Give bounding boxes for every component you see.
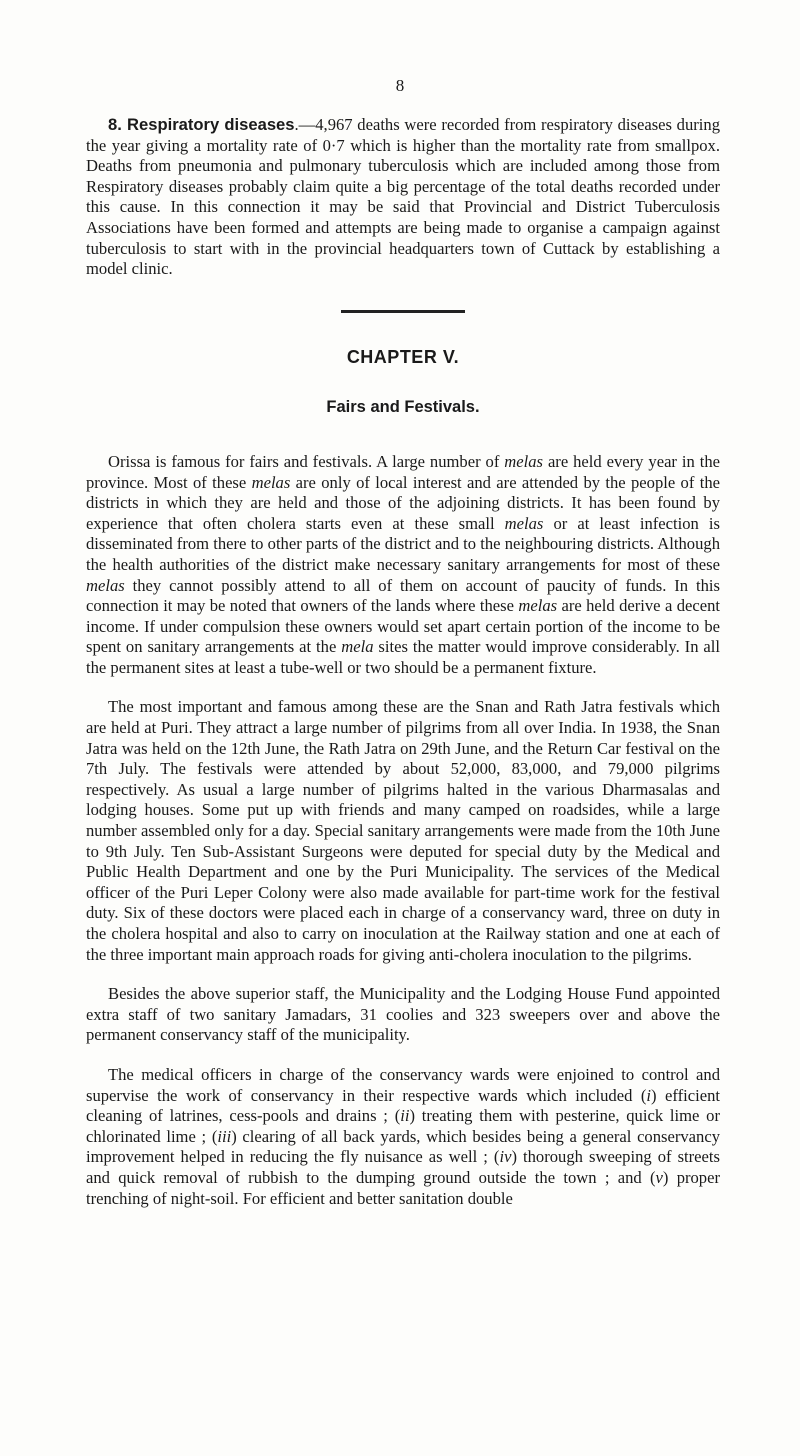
italic-numeral: iv [499, 1147, 512, 1167]
text-run: they cannot possibly attend to all of them on account of paucity of funds. In this connection it may be noted that owners of the lands where these [86, 575, 720, 616]
text-run: sites the matter would improve considerably. In all the permanent sites at least a tube-well or two should be a permanent fixture. [86, 637, 721, 677]
divider-rule [341, 310, 465, 313]
page-content [86, 115, 720, 1228]
text-run: Orissa is famous for fairs and festivals. A large number of [108, 451, 505, 471]
paragraph-conservancy-duties [86, 1065, 720, 1209]
italic-term: melas [251, 472, 291, 492]
italic-term: melas [504, 513, 544, 533]
italic-numeral: ii [400, 1106, 410, 1126]
text-run: ) efficient cleaning of latrines, cess-pools and drains ; ( [86, 1085, 720, 1126]
text-run: are held derive a decent income. If under compulsion these owners would set apart certain portion of the income to be spent on sanitary arrangements at the [86, 596, 720, 657]
section-text: .—4,967 deaths were recorded from respiratory diseases during the year giving a mortality rate of 0·7 which is higher than the mortality rate from smallpox. Deaths from pneumonia and pulmonary tuberculosis which are included among those from Respiratory diseases probably claim quite a big percentage of the total deaths recorded under this cause. In this connection it may be said that Provincial and District Tuberculosis Associations have been formed and attempts are being made to organise a campaign against tuberculosis to start with in the provincial headquarters town of Cuttack by establishing a model clinic. [86, 115, 720, 279]
section-8-paragraph [86, 115, 720, 280]
paragraph-puri-festivals: The most important and famous among these are the Snan and Rath Jatra festivals which are held at Puri. They attract a large number of pilgrims from all over India. In 1938, the Snan Jatra was held on the 12th June, the Rath Jatra on 29th June, and the Return Car festival on the 7th July. The festivals were attended by about 52,000, 83,000, and 79,000 pilgrims respectively. As usual a large number of pilgrims halted in the various Dharmasalas and lodging houses. Some put up with friends and many camped on roadsides, while a large number assembled only for a day. Special sanitary arrangements were made from the 10th June to 9th July. Ten Sub-Assistant Surgeons were deputed for special duty by the Medical and Public Health Department and one by the Puri Municipality. The services of the Medical officer of the Puri Leper Colony were also made available for part-time work for the festival duty. Six of these doctors were placed each in charge of a conservancy ward, three on duty in the cholera hospital and also to carry on inoculation at the Railway station and one at each of the three important main approach roads for giving anti-cholera inoculation to the pilgrims. [86, 697, 720, 964]
text-run: or at least infection is disseminated from there to other parts of the district and to the neighbouring districts. Although the health authorities of the district make necessary sanitary arrangements for most of these [86, 513, 720, 574]
italic-term: melas [86, 575, 125, 595]
chapter-title: CHAPTER V. [346, 346, 460, 367]
italic-term: melas [518, 596, 558, 616]
text-run: ) proper trenching of night-soil. For efficient and better sanitation double [86, 1167, 720, 1208]
italic-term: melas [504, 451, 544, 471]
italic-numeral: i [646, 1085, 652, 1105]
text-run: ) clearing of all back yards, which besides being a general conservancy improvement helped in reducing the fly nuisance as well ; ( [86, 1126, 720, 1167]
chapter-subtitle: Fairs and Festivals. [326, 398, 480, 417]
page-number: 8 [395, 76, 405, 95]
text-run: ) treating them with pesterine, quick lime or chlorinated lime ; ( [86, 1106, 720, 1146]
text-run: are held every year in the province. Most of these [86, 451, 720, 492]
paragraph-extra-staff: Besides the above superior staff, the Municipality and the Lodging House Fund appointed extra staff of two sanitary Jamadars, 31 coolies and 323 sweepers over and above the permanent conservancy staff of the municipality. [86, 984, 720, 1045]
section-heading: 8. Respiratory diseases [108, 115, 295, 134]
text-run: The medical officers in charge of the conservancy wards were enjoined to control and supervise the work of conservancy in their respective wards which included ( [86, 1064, 720, 1105]
italic-numeral: iii [217, 1126, 232, 1146]
text-run: ) thorough sweeping of streets and quick removal of rubbish to the dumping ground outside the town ; and ( [86, 1147, 720, 1187]
paragraph-fairs-intro [86, 452, 720, 679]
italic-term: mela [341, 637, 374, 657]
italic-numeral: v [655, 1167, 663, 1187]
text-run: are only of local interest and are attended by the people of the districts in which they are held and those of the adjoining districts. It has been found by experience that often cholera starts even at these small [86, 472, 720, 533]
